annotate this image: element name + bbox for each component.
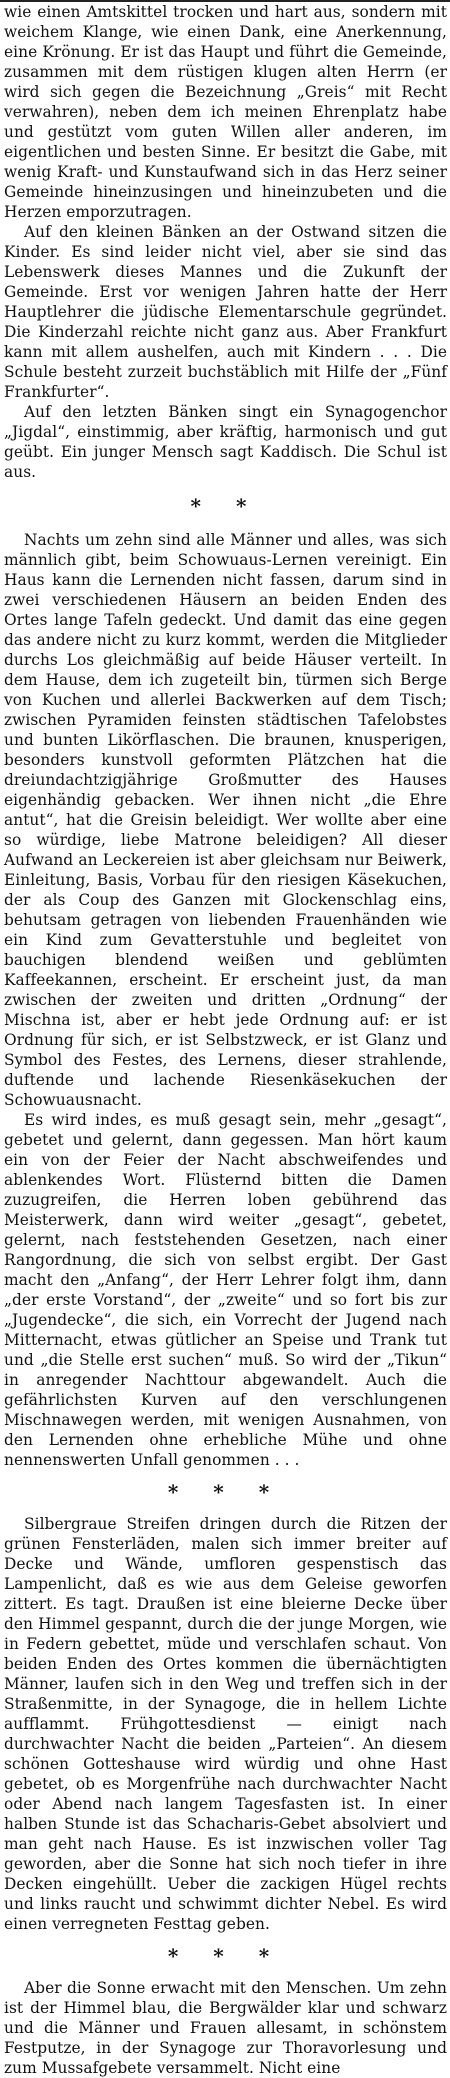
paragraph-2: Auf den kleinen Bänken an der Ostwand sitzen die Kinder. Es sind leider nicht viel, aber sie sind das Lebenswerk dieses Mannes und die Zukunft der Gemeinde. Erst vor wenigen Jahren hatte der Herr Hauptlehrer die jüdische Elementarschule gegründet. Die Kinderzahl reichte nicht ganz aus. Aber Frankfurt kann mit allem aushelfen, auch mit Kindern . . . Die Schule besteht zurzeit buchstäblich mit Hilfe der „Fünf Frankfurter“. bbox=[4, 223, 447, 401]
paragraph-1: wie einen Amtskittel trocken und hart aus, sondern mit weichem Klange, wie einen Dank, eine Anerkennung, eine Krönung. Er ist das Haupt und führt die Gemeinde, zusammen mit dem rüstigen klugen alten Herrn (er wird sich gegen die Bezeichnung „Greis“ mit Recht verwahren), neben dem ich meinen Ehrenplatz habe und gestützt vom guten Willen aller anderen, im eigentlichen und besten Sinne. Er besitzt die Gabe, mit wenig Kraft- und Kunstaufwand sich in das Herz seiner Gemeinde hineinzusingen und hineinzubeten und die Herzen emporzutragen. bbox=[4, 3, 447, 221]
paragraph-7: Aber die Sonne erwacht mit den Menschen. Um zehn ist der Himmel blau, die Bergwälder klar und schwarz und die Männer und Frauen allesamt, in schönstem Festputze, in der Synagoge zur Thoravorlesung und zum Mussafgebete versammelt. Nicht eine bbox=[4, 1979, 447, 2077]
article-column bbox=[4, 2, 447, 2078]
section-divider-2: * * * bbox=[167, 1480, 284, 1504]
paragraph-3: Auf den letzten Bänken singt ein Synagogenchor „Jigdal“, einstimmig, aber kräftig, harmonisch und gut geübt. Ein junger Mensch sagt Kaddisch. Die Schul ist aus. bbox=[4, 403, 447, 481]
section-divider-3: * * * bbox=[167, 1944, 284, 1968]
paragraph-4: Nachts um zehn sind alle Männer und alles, was sich männlich gibt, beim Schowuaus-Lernen vereinigt. Ein Haus kann die Lernenden nicht fassen, darum sind in zwei verschiedenen Häusern an beiden Enden des Ortes lange Tafeln gedeckt. Und damit das eine gegen das andere nicht zu kurz kommt, werden die Mitglieder durchs Los gleichmäßig auf beide Häuser verteilt. In dem Hause, dem ich zugeteilt bin, türmen sich Berge von Kuchen und allerlei Backwerken auf dem Tisch; zwischen Pyramiden feinsten städtischen Tafelobstes und bunten Likörflaschen. Die braunen, knusperigen, besonders kunstvoll geformten Plätzchen hat die dreiundachtzigjährige Großmutter des Hauses eigenhändig gebacken. Wer ihnen nicht „die Ehre antut“, hat die Greisin beleidigt. Wer wollte aber eine so würdige, liebe Matrone beleidigen? All dieser Aufwand an Leckereien ist aber gleichsam nur Beiwerk, Einleitung, Basis, Vorbau für den riesigen Käsekuchen, der als Coup des Ganzen mit Glockenschlag eins, behutsam getragen von liebenden Frauenhänden wie ein Kind zum Gevatterstuhle und begleitet von bauchigen blendend weißen und geblümten Kaffeekannen, erscheint. Er erscheint just, da man zwischen der zweiten und dritten „Ordnung“ der Mischna ist, aber er hebt jede Ordnung auf: er ist Ordnung für sich, er ist Selbstzweck, er ist Glanz und Symbol des Festes, des Lernens, dieser strahlende, duftende und lachende Riesenkäsekuchen der Schowuausnacht. bbox=[4, 531, 447, 1109]
paragraph-6: Silbergraue Streifen dringen durch die Ritzen der grünen Fensterläden, malen sich immer breiter auf Decke und Wände, umfloren gespenstisch das Lampenlicht, daß es wie aus dem Geleise geworfen zittert. Es tagt. Draußen ist eine bleierne Decke über den Himmel gespannt, durch die der junge Morgen, wie in Federn gebettet, müde und verschlafen schaut. Von beiden Enden des Ortes kommen die übernächtigten Männer, laufen sich in den Weg und treffen sich in der Straßenmitte, in der Synagoge, die in hellem Lichte aufflammt. Frühgottesdienst — einigt nach durchwachter Nacht die beiden „Parteien“. An diesem schönen Gotteshause wird würdig und ohne Hast gebetet, ob es Morgenfrühe nach durchwachter Nacht oder Abend nach langem Tagesfasten ist. In einer halben Stunde ist das Schacharis-Gebet absolviert und man geht nach Hause. Es ist inzwischen voller Tag geworden, aber die Sonne hat sich noch tiefer in ihre Decken eingehüllt. Ueber die zackigen Hügel rechts und links raucht und schwimmt dichter Nebel. Es wird einen verregneten Festtag geben. bbox=[4, 1515, 447, 1933]
section-divider-1: * * bbox=[190, 494, 261, 518]
paragraph-5: Es wird indes, es muß gesagt sein, mehr „gesagt“, gebetet und gelernt, dann gegessen. Man hört kaum ein von der Feier der Nacht abschweifendes und ablenkendes Wort. Flüsternd bitten die Damen zuzugreifen, die Herren loben gebührend das Meisterwerk, dann wird weiter „gesagt“, gebetet, gelernt, nach feststehenden Gesetzen, nach einer Rangordnung, die sich von selbst ergibt. Der Gast macht den „Anfang“, der Herr Lehrer folgt ihm, dann „der erste Vorstand“, der „zweite“ und so fort bis zur „Jugendecke“, die sich, ein Vorrecht der Jugend nach Mitternacht, etwas gütlicher an Speise und Trank tut und „die Stelle erst suchen“ muß. So wird der „Tikun“ in anregender Nachttour abgewandelt. Auch die gefährlichsten Kurven auf den verschlungenen Mischnawegen werden, mit wenigen Ausnahmen, von den Lernenden ohne erhebliche Mühe und ohne nennenswerten Unfall genommen . . . bbox=[4, 1111, 447, 1469]
